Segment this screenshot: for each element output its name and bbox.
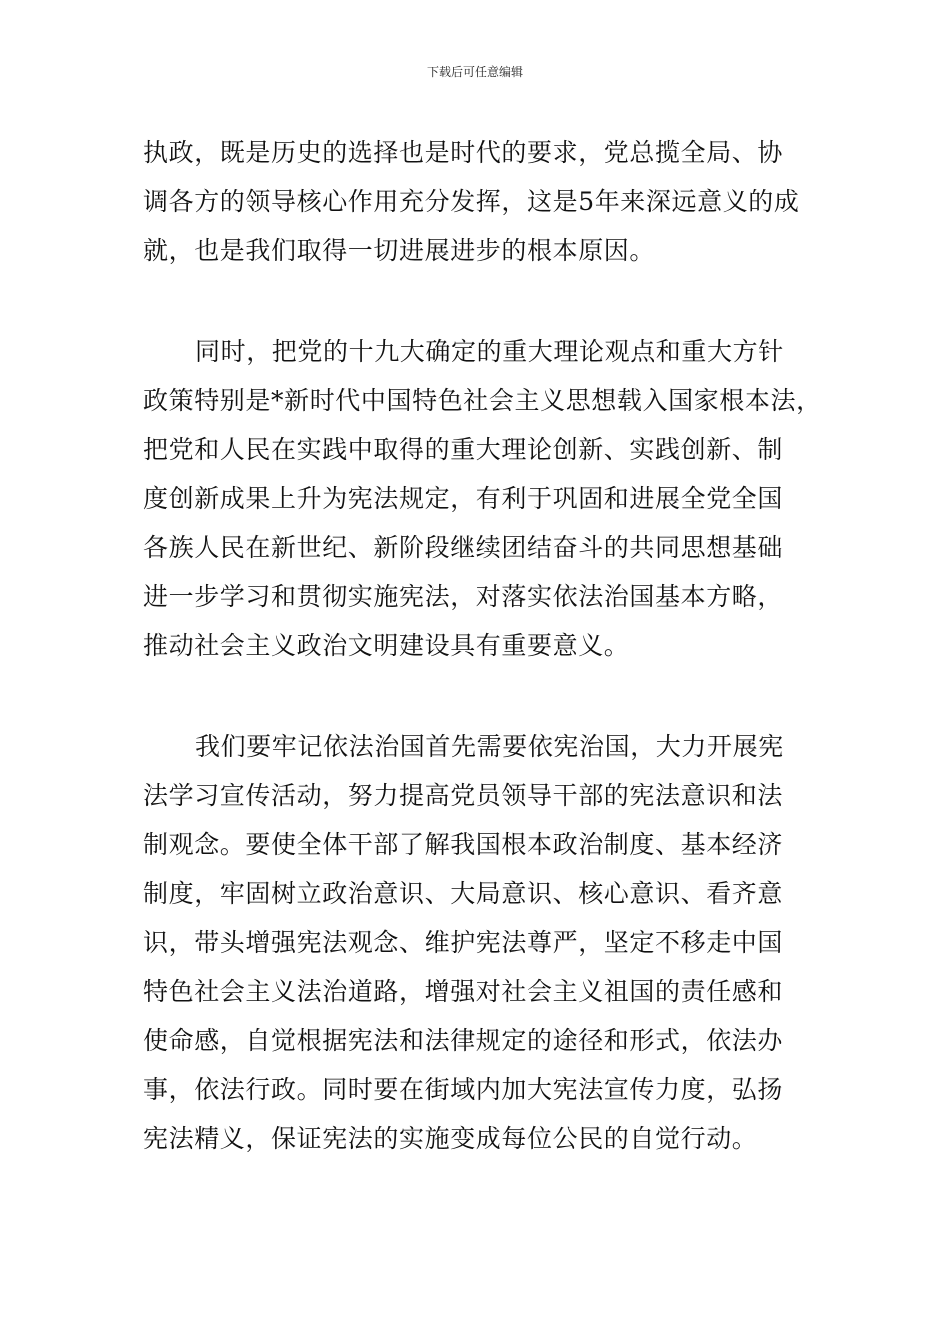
text-line: 就，也是我们取得一切进展进步的根本原因。 [143, 236, 656, 265]
page-header: 下载后可任意编辑 [426, 65, 523, 79]
text-line: 同时，把党的十九大确定的重大理论观点和重大方针 [195, 337, 784, 366]
paragraph-spacer [143, 275, 823, 327]
paragraph-3 [143, 722, 823, 1163]
text-line: 制度，牢固树立政治意识、大局意识、核心意识、看齐意 [143, 879, 784, 908]
text-line: 政策特别是*新时代中国特色社会主义思想载入国家根本法， [143, 386, 822, 415]
text-line: 特色社会主义法治道路，增强对社会主义祖国的责任感和 [143, 977, 784, 1006]
text-line: 我们要牢记依法治国首先需要依宪治国，大力开展宪 [195, 732, 784, 761]
text-line: 度创新成果上升为宪法规定，有利于巩固和进展全党全国 [143, 484, 784, 513]
text-line: 推动社会主义政治文明建设具有重要意义。 [143, 631, 630, 660]
text-line: 宪法精义，保证宪法的实施变成每位公民的自觉行动。 [143, 1124, 758, 1153]
text-line: 把党和人民在实践中取得的重大理论创新、实践创新、制 [143, 435, 784, 464]
text-line: 识，带头增强宪法观念、维护宪法尊严，坚定不移走中国 [143, 928, 784, 957]
paragraph-1 [143, 128, 823, 275]
text-line: 各族人民在新世纪、新阶段继续团结奋斗的共同思想基础 [143, 533, 784, 562]
text-line: 制观念。要使全体干部了解我国根本政治制度、基本经济 [143, 830, 784, 859]
paragraph-spacer [143, 670, 823, 722]
document-body [143, 128, 823, 1163]
text-line: 事，依法行政。同时要在街域内加大宪法宣传力度，弘扬 [143, 1075, 784, 1104]
text-line: 进一步学习和贯彻实施宪法，对落实依法治国基本方略， [143, 582, 784, 611]
text-line: 法学习宣传活动，努力提高党员领导干部的宪法意识和法 [143, 781, 784, 810]
text-line: 调各方的领导核心作用充分发挥，这是5年来深远意义的成 [143, 187, 800, 216]
text-line: 使命感，自觉根据宪法和法律规定的途径和形式，依法办 [143, 1026, 784, 1055]
paragraph-2 [143, 327, 823, 670]
text-line: 执政，既是历史的选择也是时代的要求，党总揽全局、协 [143, 138, 784, 167]
